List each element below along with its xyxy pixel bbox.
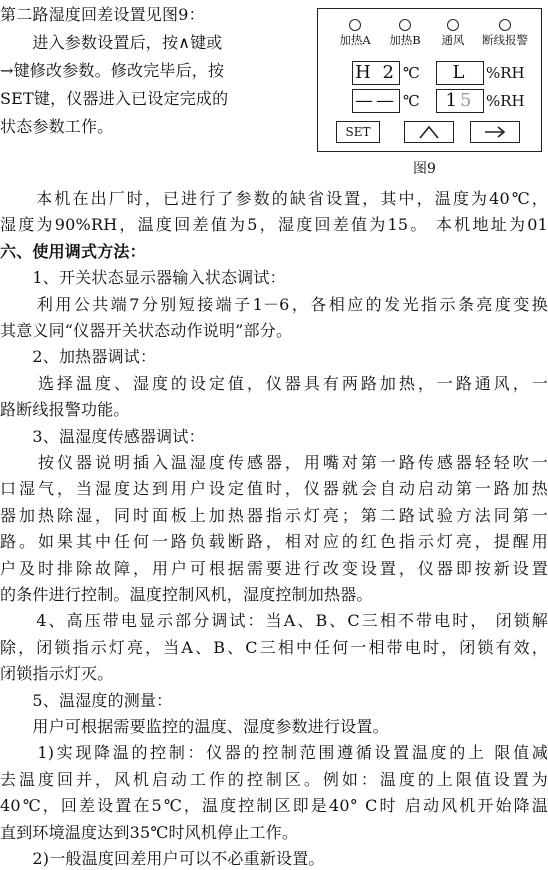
text-line: 第二路湿度回差设置见图9：: [0, 5, 205, 24]
text-line: 40℃，回差设置在5℃，温度控制区即是40° C时 启动风机开始降温: [0, 796, 548, 816]
text-line: 路。如果其中任何一路负载断路，相对应的红色指示灯亮，提醒用: [0, 532, 548, 552]
text-line: 闭锁指示灯灭。: [0, 664, 114, 684]
unit-celsius: ℃: [403, 92, 420, 110]
display-humidity-code: L: [436, 61, 484, 85]
text-line: 其意义同“仪器开关状态动作说明”部分。: [0, 321, 293, 340]
text-line: 直到环境温度达到35℃时风机停止工作。: [0, 822, 299, 842]
indicator-heat-a: [330, 19, 380, 47]
set-button[interactable]: SET: [336, 121, 380, 143]
digit-tens: 1: [445, 90, 460, 111]
indicator-light-icon: [349, 19, 361, 31]
indicator-label: 加热B: [389, 33, 421, 47]
indicator-light-icon: [447, 19, 459, 31]
text-line: 除，闭锁指示灯亮，当A、B、C三相中任何一相带电时，闭锁有效，: [0, 637, 548, 657]
unit-celsius: ℃: [403, 64, 420, 82]
display-humidity-value: [436, 89, 484, 113]
display-temp-code: H 2: [352, 61, 400, 85]
unit-rh: %RH: [486, 64, 525, 82]
subsection-heading: 2、加热器调试：: [0, 347, 157, 367]
text-line: →键修改参数。修改完毕后，按: [0, 61, 225, 80]
indicator-label: 通风: [441, 33, 465, 47]
text-line: 器加热除湿，同时面板上加热器指示灯亮；第二路试验方法同第一: [0, 505, 548, 525]
right-arrow-icon: [483, 125, 507, 139]
text-line: 1)实现降温的控制：仪器的控制范围遵循设置温度的上 限值减: [0, 743, 548, 763]
text-line: 湿度为90%RH，温度回差值为5，湿度回差值为15。 本机地址为01: [0, 215, 548, 235]
control-panel-figure: [317, 8, 542, 152]
figure-caption: 图9: [413, 161, 436, 177]
indicator-label: 加热A: [339, 33, 371, 47]
text-line: 路断线报警功能。: [0, 400, 130, 420]
text-line: SET键，仪器进入已设定完成的: [0, 89, 229, 108]
text-line: 2)一般温度回差用户可以不必重新设置。: [0, 849, 325, 868]
right-button[interactable]: [470, 121, 520, 143]
text-line: 本机在出厂时，已进行了参数的缺省设置，其中，温度为40℃，: [0, 189, 548, 208]
text-line: 选择温度、湿度的设定值，仪器具有两路加热，一路通风，一: [0, 373, 548, 393]
indicator-break-alarm: [480, 19, 530, 47]
indicator-label: 断线报警: [482, 33, 528, 47]
text-line: 按仪器说明插入温湿度传感器，用嘴对第一路传感器轻轻吹一: [0, 453, 548, 472]
text-line: 4、高压带电显示部分调试：当A、B、C三相不带电时， 闭锁解: [0, 611, 548, 631]
indicator-light-icon: [399, 19, 411, 31]
section-heading: 六、使用调式方法：: [0, 241, 146, 261]
text-line: 进入参数设置后，按∧键或: [0, 33, 223, 52]
indicator-heat-b: [380, 19, 430, 47]
display-temp-value: ——: [352, 89, 400, 113]
text-line: 去温度回并，风机启动工作的控制区。例如：温度的上限值设置为: [0, 769, 548, 789]
unit-rh: %RH: [486, 92, 525, 110]
up-button[interactable]: [404, 121, 454, 143]
text-line: 用户可根据需要监控的温度、湿度参数进行设置。: [0, 717, 389, 736]
up-caret-icon: [418, 125, 440, 139]
text-line: 利用公共端7分别短接端子1－6，各相应的发光指示条亮度变换: [0, 294, 548, 314]
text-line: 口湿气，当湿度达到用户设定值时，仪器就会自动启动第一路加热: [0, 479, 548, 499]
subsection-heading: 5、温湿度的测量：: [0, 690, 173, 710]
text-line: 状态参数工作。: [0, 117, 114, 136]
digit-units-blinking: 5: [460, 90, 475, 111]
indicator-light-icon: [499, 19, 511, 31]
text-line: 户及时排除故障，用户可根据需要进行改变设置，仪器即按新设置: [0, 558, 548, 578]
subsection-heading: 1、开关状态显示器输入状态调试：: [0, 268, 286, 288]
subsection-heading: 3、温湿度传感器调试：: [0, 426, 205, 446]
indicator-ventilation: [428, 19, 478, 47]
text-line: 的条件进行控制。温度控制风机，湿度控制加热器。: [0, 585, 373, 604]
